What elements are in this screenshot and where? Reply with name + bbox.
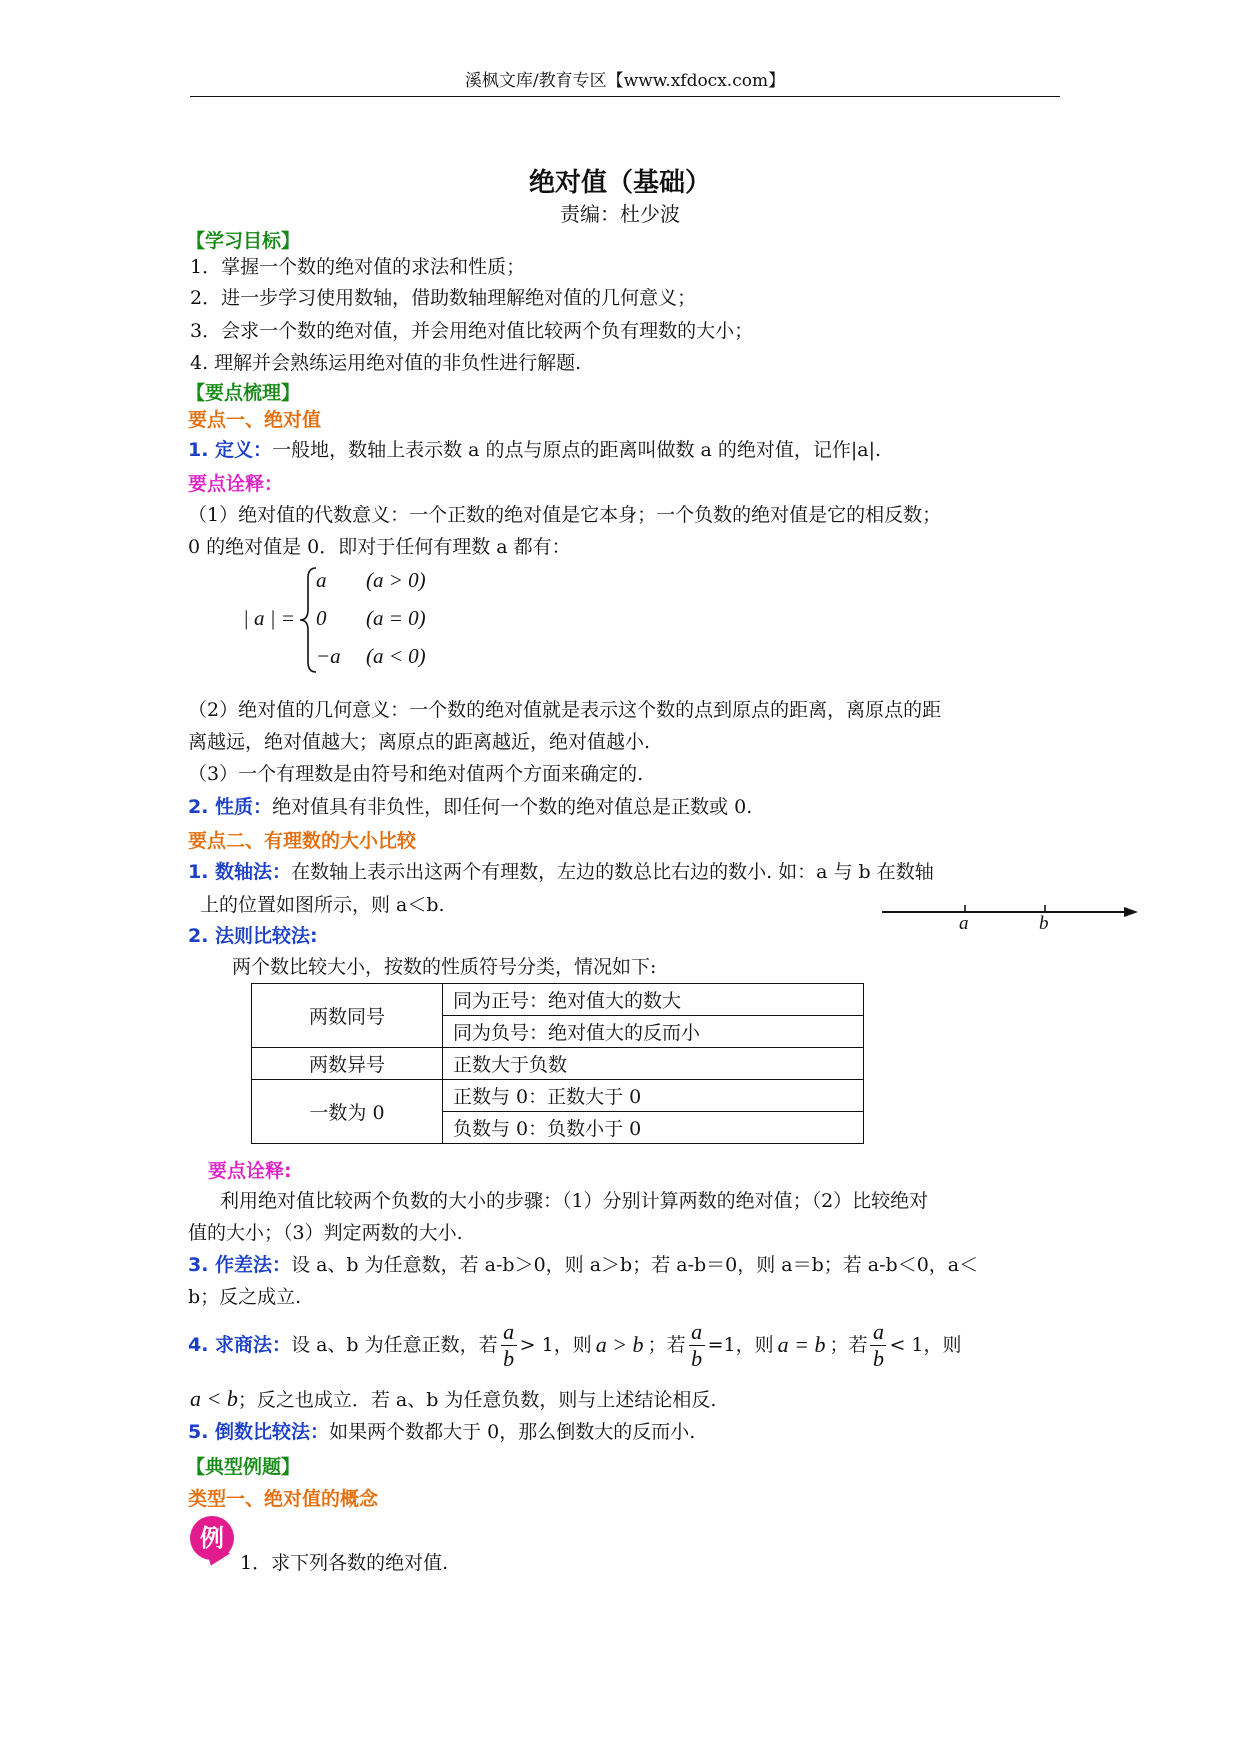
goal-item: 2．进一步学习使用数轴，借助数轴理解绝对值的几何意义；	[190, 287, 697, 309]
note2-line1: （2）绝对值的几何意义：一个数的绝对值就是表示这个数的点到原点的距离，离原点的距	[188, 699, 942, 721]
axis-method-line	[188, 859, 934, 885]
reciprocal-method-line	[188, 1419, 695, 1445]
table-cell: 两数异号	[252, 1048, 443, 1080]
case-condition: (a < 0)	[366, 644, 426, 668]
header-rule	[190, 96, 1060, 97]
case-condition: (a > 0)	[366, 568, 426, 592]
table-cell: 同为负号：绝对值大的反而小	[443, 1016, 864, 1048]
difference-method-line2: b；反之成立.	[188, 1286, 302, 1308]
difference-method-label: 3. 作差法：	[188, 1254, 292, 1276]
table-cell: 两数同号	[252, 984, 443, 1048]
number-line	[880, 895, 1140, 945]
quotient-text: 设 a、b 为任意正数，若	[291, 1334, 498, 1356]
number-line-label-b: b	[1039, 913, 1049, 934]
point2-heading: 要点二、有理数的大小比较	[188, 830, 417, 852]
table-row	[252, 984, 864, 1016]
editor-line: 责编：杜少波	[560, 202, 680, 226]
table-row	[252, 1080, 864, 1112]
case-value: 0	[316, 606, 327, 630]
neg-compare-line2: 值的大小；（3）判定两数的大小.	[188, 1222, 463, 1244]
axis-method-text: 在数轴上表示出这两个有理数，左边的数总比右边的数小. 如：a 与 b 在数轴	[291, 861, 934, 883]
quotient-method-label: 4. 求商法：	[188, 1334, 292, 1356]
difference-method-text: 设 a、b 为任意数，若 a-b＞0，则 a＞b；若 a-b＝0，则 a＝b；若 a-b＜0，a＜	[291, 1254, 979, 1276]
reciprocal-method-label: 5. 倒数比较法：	[188, 1421, 330, 1443]
quotient-condition: < 1，则	[889, 1334, 962, 1356]
property-text: 绝对值具有非负性，即任何一个数的绝对值总是正数或 0.	[272, 796, 753, 818]
quotient-method-line	[188, 1315, 962, 1375]
definition-text: 一般地，数轴上表示数 a 的点与原点的距离叫做数 a 的绝对值，记作|a|.	[272, 439, 882, 461]
example-badge-icon: 例	[190, 1516, 234, 1560]
case-value: a	[316, 568, 327, 592]
table-cell: 正数大于负数	[443, 1048, 864, 1080]
fraction-denominator: b	[691, 1345, 703, 1371]
quotient-condition: > 1，则	[519, 1334, 592, 1356]
point1-heading: 要点一、绝对值	[188, 409, 322, 431]
fraction-numerator: a	[691, 1318, 703, 1344]
type1-heading: 类型一、绝对值的概念	[188, 1488, 379, 1510]
formula-lhs: | a | =	[243, 606, 295, 630]
fraction-a-over-b	[689, 1319, 705, 1372]
table-cell: 同为正号：绝对值大的数大	[443, 984, 864, 1016]
quotient-result: a = b	[777, 1332, 826, 1357]
note2-line2: 离越远，绝对值越大；离原点的距离越近，绝对值越小.	[188, 731, 651, 753]
fraction-denominator: b	[872, 1345, 884, 1371]
note1-line2: 0 的绝对值是 0．即对于任何有理数 a 都有：	[188, 536, 571, 558]
number-line-label-a: a	[959, 913, 969, 934]
comparison-table	[251, 983, 864, 1144]
quotient-condition: =1，则	[707, 1334, 774, 1356]
neg-compare-line1: 利用绝对值比较两个负数的大小的步骤：（1）分别计算两数的绝对值；（2）比较绝对	[220, 1190, 929, 1212]
definition-label: 1. 定义：	[188, 439, 273, 461]
property-label: 2. 性质：	[188, 796, 273, 818]
fraction-a-over-b	[870, 1319, 886, 1372]
note-heading: 要点诠释：	[188, 473, 284, 495]
note3-line: （3）一个有理数是由符号和绝对值两个方面来确定的.	[188, 763, 644, 785]
quotient-result: a > b	[595, 1332, 644, 1357]
case-condition: (a = 0)	[366, 606, 426, 630]
fraction-a-over-b	[501, 1319, 517, 1372]
example1-line: 1．求下列各数的绝对值.	[240, 1552, 449, 1574]
quotient-text: ；若	[829, 1334, 868, 1356]
goal-item: 3．会求一个数的绝对值，并会用绝对值比较两个负有理数的大小；	[190, 320, 754, 342]
property-line	[188, 794, 752, 820]
note1-line1: （1）绝对值的代数意义：一个正数的绝对值是它本身；一个负数的绝对值是它的相反数；	[188, 504, 942, 526]
fraction-numerator: a	[872, 1318, 884, 1344]
definition-line	[188, 437, 881, 463]
axis-method-label: 1. 数轴法：	[188, 861, 292, 883]
goal-item: 1．掌握一个数的绝对值的求法和性质；	[190, 256, 526, 278]
table-cell: 一数为 0	[252, 1080, 443, 1144]
table-row	[252, 1048, 864, 1080]
note-heading-2: 要点诠释:	[208, 1160, 292, 1182]
fraction-numerator: a	[503, 1318, 515, 1344]
case-value: −a	[316, 644, 341, 668]
quotient-text: ；反之也成立．若 a、b 为任意负数，则与上述结论相反.	[237, 1389, 717, 1411]
points-heading: 【要点梳理】	[186, 382, 301, 404]
quotient-result: a < b	[190, 1386, 238, 1411]
examples-heading: 【典型例题】	[186, 1456, 301, 1478]
quotient-method-line2	[190, 1386, 716, 1413]
page-header: 溪枫文库/教育专区【www.xfdocx.com】	[464, 71, 786, 91]
table-cell: 正数与 0：正数大于 0	[443, 1080, 864, 1112]
goals-heading: 【学习目标】	[186, 230, 301, 252]
axis-method-line2: 上的位置如图所示，则 a＜b.	[200, 894, 445, 916]
quotient-text: ；若	[647, 1334, 686, 1356]
table-cell: 负数与 0：负数小于 0	[443, 1112, 864, 1144]
goal-item: 4. 理解并会熟练运用绝对值的非负性进行解题.	[190, 352, 582, 374]
page-title: 绝对值（基础）	[528, 168, 711, 198]
difference-method-line	[188, 1252, 978, 1278]
reciprocal-method-text: 如果两个数都大于 0，那么倒数大的反而小.	[329, 1421, 696, 1443]
fraction-denominator: b	[503, 1345, 515, 1371]
rule-method-label: 2. 法则比较法:	[188, 925, 318, 947]
rule-intro: 两个数比较大小，按数的性质符号分类，情况如下:	[232, 956, 657, 978]
